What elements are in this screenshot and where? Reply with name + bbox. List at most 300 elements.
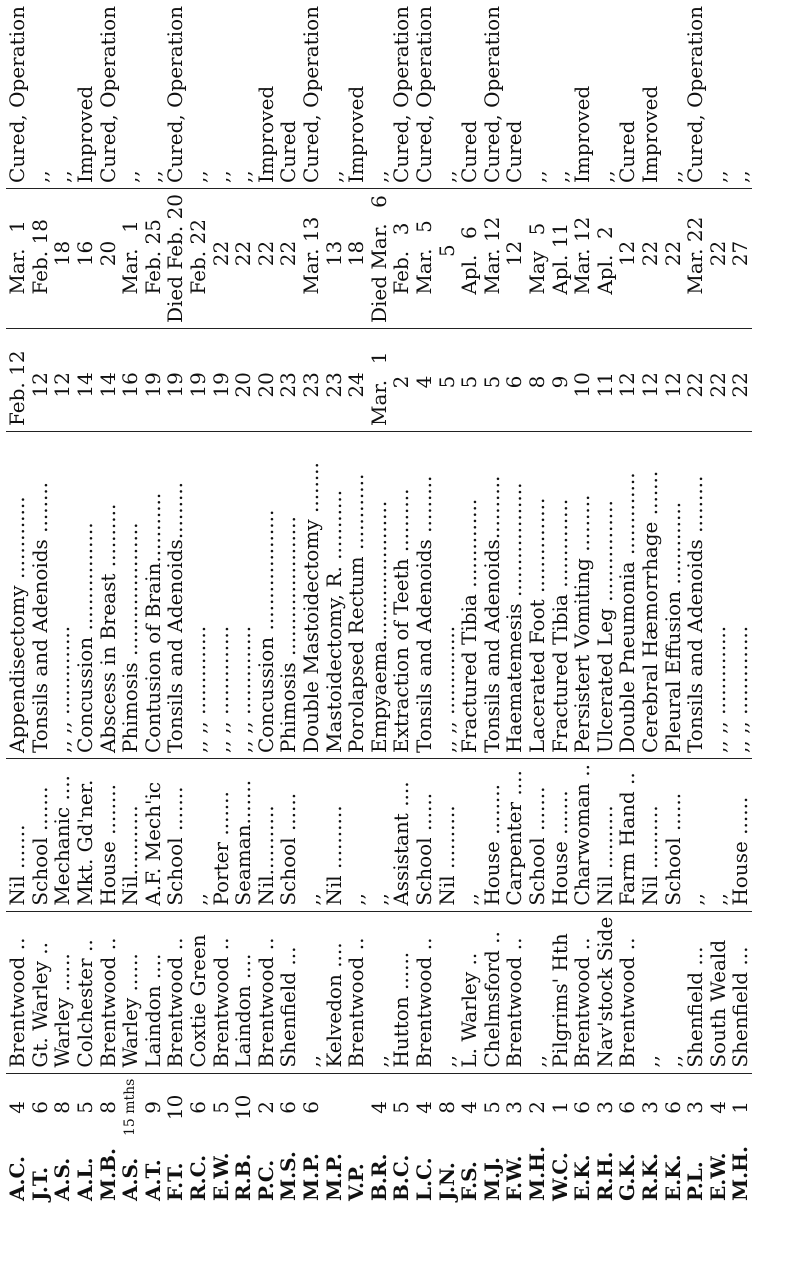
patient-age: 6 [27,1100,52,1114]
patient-age: 9 [140,1100,165,1114]
admission-date-adm-day: 16 [118,372,143,398]
discharge-date [187,188,210,328]
patient-initials: M.P. [321,1153,346,1201]
admission-date [142,329,165,432]
discharge-date [571,188,594,328]
disease-or-operation: Double Pneumonia ............. [616,432,639,759]
admission-date-adm-day: 12 [637,372,662,398]
patient-age: 6 [276,1100,301,1114]
patient-age: 10 [163,1094,188,1121]
patient-address: Shenfield ... [729,911,752,1073]
disease-or-operation: Appendisectomy ............. [6,432,29,759]
patient-age: 6 [660,1100,685,1114]
admission-date [639,329,662,432]
discharge-date-dis-month: Mar. [118,248,143,295]
patient-initials: A.T. [140,1159,165,1201]
result: ,, [142,1,165,188]
disease-or-operation: Empyaema...................... [368,432,391,759]
discharge-date-dis-month: Feb. [186,250,211,295]
patient-address: Brentwood .. [96,911,119,1073]
admission-date [96,329,119,432]
discharge-date-dis-day: 2 [592,226,617,240]
table-row [413,1,436,1206]
hospital-records-table [6,1,752,1206]
admission-date-adm-day: 19 [208,372,233,398]
admission-date-adm-day: 5 [479,375,504,389]
discharge-date [661,188,684,328]
admission-date-adm-day: 2 [389,375,414,389]
admission-date-adm-day: 14 [73,372,98,398]
table-row [480,1,503,1206]
disease-or-operation: Tonsils and Adenoids.......... [480,432,503,759]
patient-address: Hutton ...... [390,911,413,1073]
patient-address: Brentwood .. [503,911,526,1073]
patient-initials: J.N. [434,1162,459,1201]
disease-or-operation: Haematemesis .................. [503,432,526,759]
admission-date [322,329,345,432]
table-row [368,1,391,1206]
discharge-date-dis-month: Mar. [683,248,708,295]
admission-date-adm-day: 22 [705,372,730,398]
discharge-date-dis-day: 5 [434,244,459,258]
discharge-date-dis-day: 16 [73,240,98,267]
result: Cured, Operation [390,1,413,188]
patient-address: Pilgrims' Hth [548,911,571,1073]
discharge-date [593,188,616,328]
table-row [639,1,662,1206]
disease-or-operation: Tonsils and Adenoids ........ [29,432,52,759]
result: ,, [548,1,571,188]
patient-address: L. Warley .. [458,911,481,1073]
admission-date-adm-day: 24 [344,372,369,398]
discharge-date [277,188,300,328]
table-row [571,1,594,1206]
disease-or-operation: Cerebral Hæmorrhage ....... [639,432,662,759]
patient-occupation: Nil .......... [593,759,616,912]
discharge-date [6,188,29,328]
result: ,, [232,1,255,188]
discharge-date [706,188,729,328]
discharge-date-dis-day: 18 [344,240,369,267]
patient-address: ,, [661,911,684,1073]
discharge-date [232,188,255,328]
discharge-date-dis-day: 5 [411,220,436,233]
discharge-date [345,188,368,328]
admission-date-adm-day: 9 [547,375,572,389]
patient-age: 5 [389,1100,414,1114]
admission-date-adm-day: 10 [570,372,595,398]
disease-or-operation: Fractured Tibia .............. [548,432,571,759]
patient-initials: L.C. [411,1157,436,1201]
result: Improved [639,1,662,188]
result: ,, [209,1,232,188]
discharge-date-dis-day: 12 [479,216,504,243]
table-row [458,1,481,1206]
discharge-date-dis-day: 12 [502,240,527,267]
discharge-date-dis-month: Mar. [411,248,436,295]
patient-initials: P.C. [253,1159,278,1201]
discharge-date [368,188,391,328]
admission-date-adm-day: 23 [299,372,324,398]
admission-date [526,329,549,432]
patient-occupation: ,, [300,759,323,912]
discharge-date-dis-day: 13 [321,240,346,267]
result: ,, [322,1,345,188]
result: Cured, Operation [300,1,323,188]
patient-age: 5 [208,1100,233,1114]
table-row [6,1,29,1206]
patient-address: ,, [300,911,323,1073]
discharge-date [480,188,503,328]
disease-or-operation: Tonsils and Adenoids......... [164,432,187,759]
patient-occupation: Nil........... [119,759,142,912]
disease-or-operation: Concussion ................. [74,432,97,759]
discharge-date-dis-day: 22 [208,240,233,267]
patient-initials: P.L. [683,1161,708,1201]
discharge-date [74,188,97,328]
patient-age: 3 [592,1100,617,1114]
table-row [661,1,684,1206]
patient-initials: A.S. [50,1157,75,1201]
table-row [390,1,413,1206]
admission-date [51,329,74,432]
table-row [187,1,210,1206]
admission-date [29,329,52,432]
discharge-date-dis-month: Apl. [457,254,482,295]
result: Cured, Operation [164,1,187,188]
patient-occupation: House ........ [480,759,503,912]
admission-date-adm-day: 5 [457,375,482,389]
disease-or-operation: Pleural Effusion ............. [661,432,684,759]
result: ,, [368,1,391,188]
discharge-date-dis-prefix: Died [163,275,188,323]
discharge-date-dis-prefix: Died [366,275,391,323]
discharge-date [300,188,323,328]
admission-date [661,329,684,432]
patient-age: 6 [299,1100,324,1114]
admission-date [458,329,481,432]
table-row [300,1,323,1206]
admission-date-adm-day: 20 [253,372,278,398]
patient-age: 4 [457,1100,482,1114]
result: Cured [277,1,300,188]
patient-occupation: School ....... [164,759,187,912]
patient-address: Coxtie Green [187,911,210,1073]
patient-initials: B.C. [389,1154,414,1201]
disease-or-operation: Contusion of Brain........... [142,432,165,759]
table-row [684,1,707,1206]
discharge-date [96,188,119,328]
admission-date-adm-day: 12 [660,372,685,398]
discharge-date-dis-day: 22 [660,240,685,267]
patient-initials: R.K. [637,1153,662,1201]
result: Cured [616,1,639,188]
patient-occupation: Nil .......... [639,759,662,912]
patient-age: 2 [524,1100,549,1114]
patient-initials: W.C. [547,1152,572,1201]
patient-address: Shenfield ... [277,911,300,1073]
admission-date-adm-day: 19 [186,372,211,398]
table-row [119,1,142,1206]
discharge-date-dis-month: Mar. [366,223,391,270]
patient-address: ,, [526,911,549,1073]
patient-occupation: School ....... [29,759,52,912]
result: ,, [187,1,210,188]
discharge-date-dis-day: 22 [231,240,256,267]
patient-address: Brentwood .. [164,911,187,1073]
discharge-date [616,188,639,328]
patient-age: 8 [50,1100,75,1114]
patient-age: 3 [502,1100,527,1114]
admission-date [6,329,29,432]
patient-age: 3 [683,1100,708,1114]
discharge-date [503,188,526,328]
patient-address: Laindon .... [142,911,165,1073]
patient-initials: F.W. [502,1155,527,1201]
patient-initials: V.P. [344,1163,369,1201]
result: Cured [503,1,526,188]
patient-initials: F.S. [457,1161,482,1201]
discharge-date-dis-day: 27 [728,240,753,267]
patient-occupation: ,, [345,759,368,912]
patient-age: 8 [434,1100,459,1114]
patient-age: 8 [95,1100,120,1114]
patient-initials: R.C. [186,1154,211,1201]
result: ,, [51,1,74,188]
patient-occupation: School ...... [277,759,300,912]
table-row [51,1,74,1206]
discharge-date-dis-day: 18 [50,240,75,267]
admission-date [255,329,278,432]
admission-date [684,329,707,432]
result: Improved [571,1,594,188]
table-row [29,1,52,1206]
patient-initials: F.T. [163,1162,188,1201]
result: Cured, Operation [413,1,436,188]
patient-age-months: 15 mths [122,1078,139,1137]
disease-or-operation: Phimosis ..................... [119,432,142,759]
patient-occupation: House ........ [96,759,119,912]
patient-initials: A.S. [118,1157,143,1201]
result: ,, [29,1,52,188]
patient-address: Brentwood .. [413,911,436,1073]
admission-date-adm-day: 12 [5,350,30,376]
table-row [503,1,526,1206]
patient-initials: M.H. [728,1146,753,1201]
discharge-date-dis-day: 12 [615,240,640,267]
patient-occupation: A.F. Mech'ic [142,759,165,912]
patient-age: 4 [411,1100,436,1114]
table-row [322,1,345,1206]
discharge-date-dis-day: 1 [5,220,30,233]
admission-date-adm-day: 19 [163,372,188,398]
discharge-date-dis-day: 5 [524,222,549,236]
table-row [74,1,97,1206]
admission-date-adm-day: 23 [276,372,301,398]
patient-occupation: Nil .......... [322,759,345,912]
discharge-date [209,188,232,328]
discharge-date [729,188,752,328]
admission-date [413,329,436,432]
table-row [209,1,232,1206]
admission-date [300,329,323,432]
patient-address: Brentwood .. [255,911,278,1073]
discharge-date-dis-day: 25 [140,219,165,245]
admission-date-adm-day: 12 [615,372,640,398]
patient-age: 10 [231,1094,256,1121]
disease-or-operation: ,, ,, .............. [209,432,232,759]
discharge-date-dis-day: 12 [570,216,595,243]
admission-date [232,329,255,432]
table-row [729,1,752,1206]
patient-occupation: School ...... [413,759,436,912]
discharge-date-dis-month: Mar. [479,248,504,295]
disease-or-operation: ,, ,, .............. [435,432,458,759]
patient-occupation: Mechanic .... [51,759,74,912]
patient-occupation: Farm Hand .. [616,759,639,912]
patient-address: Chelmsford .. [480,911,503,1073]
patient-occupation: Nil .......... [435,759,458,912]
admission-date-adm-day: 22 [728,372,753,398]
admission-date [187,329,210,432]
patient-age: 2 [253,1100,278,1114]
patient-occupation: ,, [706,759,729,912]
patient-initials: M.H. [524,1146,549,1201]
patient-address: Laindon .... [232,911,255,1073]
discharge-date [164,188,187,328]
discharge-date-dis-month: Apl. [592,254,617,295]
result: ,, [435,1,458,188]
patient-address: Shenfield ... [684,911,707,1073]
patient-occupation: Mkt. Gd'ner. [74,759,97,912]
patient-occupation: Assistant .... [390,759,413,912]
admission-date [119,329,142,432]
discharge-date [435,188,458,328]
discharge-date-dis-day: 3 [389,222,414,236]
discharge-date-dis-day: 22 [186,219,211,245]
disease-or-operation: Fractured Tibia .............. [458,432,481,759]
patient-initials: M.P. [299,1153,324,1201]
admission-date [435,329,458,432]
patient-age: 6 [570,1100,595,1114]
disease-or-operation: ,, ,, .............. [187,432,210,759]
table-row [706,1,729,1206]
result: Improved [74,1,97,188]
patient-occupation: School ...... [661,759,684,912]
discharge-date-dis-month: Mar. [570,248,595,295]
patient-initials: M.J. [479,1157,504,1201]
admission-date-adm-day: 8 [524,375,549,389]
discharge-date [255,188,278,328]
discharge-date-dis-day: 20 [163,193,188,220]
result: ,, [119,1,142,188]
patient-occupation: Charwoman .. [571,759,594,912]
patient-age [345,1073,368,1141]
admission-date-adm-month: Mar. [366,379,391,426]
patient-age: 1 [728,1100,753,1114]
patient-address: Warley ...... [51,911,74,1073]
patient-initials: A.C. [5,1155,30,1201]
patient-address: Nav'stock Side [593,911,616,1073]
patient-initials: G.K. [615,1153,640,1201]
disease-or-operation: ,, ,, .............. [729,432,752,759]
admission-date-adm-day: 14 [95,372,120,398]
discharge-date-dis-day: 1 [118,220,143,233]
admission-date [571,329,594,432]
patient-age: 4 [705,1100,730,1114]
admission-date [548,329,571,432]
disease-or-operation: Porolapsed Rectum ............ [345,432,368,759]
admission-date [209,329,232,432]
discharge-date [684,188,707,328]
discharge-date-dis-month: Feb. [163,225,188,270]
discharge-date-dis-day: 11 [547,222,572,249]
result: ,, [526,1,549,188]
admission-date-adm-day: 22 [683,372,708,398]
patient-initials: M.S. [276,1151,301,1201]
disease-or-operation: Extraction of Teeth .......... [390,432,413,759]
table-row [142,1,165,1206]
table-row [164,1,187,1206]
admission-date-adm-day: 1 [366,351,391,365]
result: ,, [593,1,616,188]
disease-or-operation: Tonsils and Adenoids ......... [413,432,436,759]
patient-initials: R.H. [592,1151,617,1201]
disease-or-operation: Phimosis ...................... [277,432,300,759]
disease-or-operation: ,, ,, .............. [706,432,729,759]
discharge-date-dis-month: Feb. [140,250,165,295]
patient-occupation: ,, [187,759,210,912]
admission-date-adm-day: 11 [592,372,617,398]
patient-address: Colchester .. [74,911,97,1073]
admission-date-adm-month: Feb. [5,382,30,426]
disease-or-operation: Abscess in Breast .......... [96,432,119,759]
patient-address: Brentwood .. [345,911,368,1073]
patient-initials: A.L. [73,1157,98,1201]
discharge-date [458,188,481,328]
discharge-date-dis-month: Feb. [389,250,414,295]
patient-occupation: ,, [684,759,707,912]
discharge-date-dis-day: 22 [705,240,730,267]
patient-occupation: ,, [368,759,391,912]
patient-age: 6 [186,1100,211,1114]
table-row [593,1,616,1206]
discharge-date-dis-day: 22 [253,240,278,267]
admission-date [480,329,503,432]
table-row [548,1,571,1206]
discharge-date [639,188,662,328]
patient-address: Brentwood .. [571,911,594,1073]
patient-initials: E.K. [570,1154,595,1201]
result: Improved [345,1,368,188]
discharge-date [51,188,74,328]
result: ,, [729,1,752,188]
patient-address: ,, [368,911,391,1073]
table-row [96,1,119,1206]
patient-initials: B.R. [366,1153,391,1201]
disease-or-operation: Ulcerated Leg ................ [593,432,616,759]
result: Cured, Operation [96,1,119,188]
admission-date [503,329,526,432]
discharge-date-dis-day: 13 [299,216,324,243]
table-row [277,1,300,1206]
disease-or-operation: Double Mastoidectomy ........ [300,432,323,759]
admission-date [616,329,639,432]
patient-age: 3 [637,1100,662,1114]
patient-address: ,, [435,911,458,1073]
disease-or-operation: Lacerated Foot ............... [526,432,549,759]
patient-occupation: Seaman....... [232,759,255,912]
